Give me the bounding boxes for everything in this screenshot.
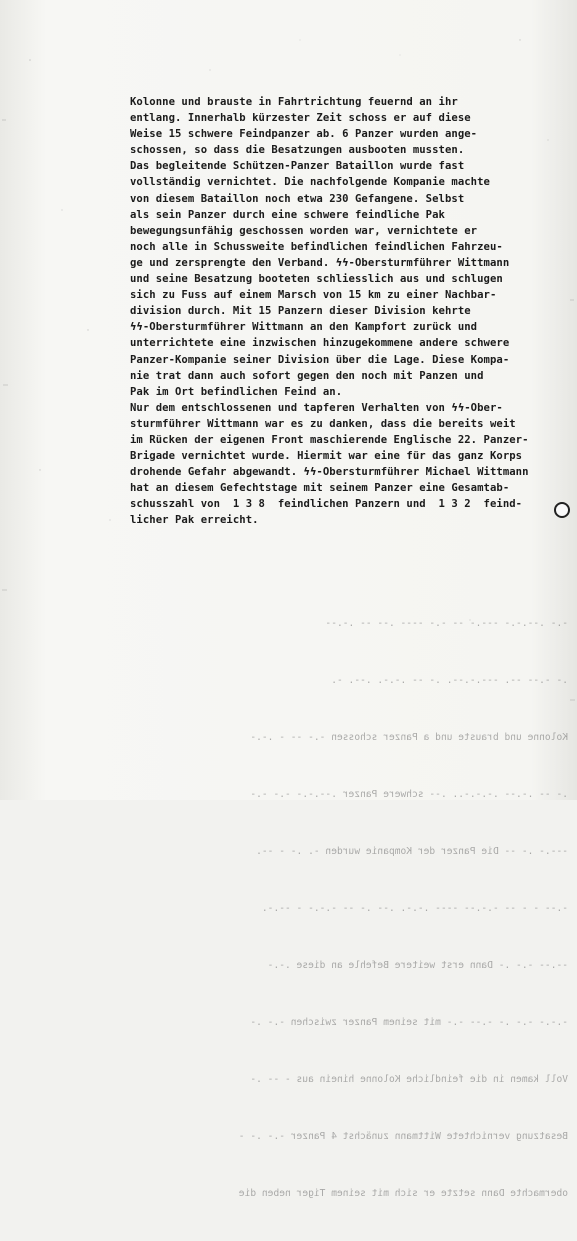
bleed-line: .- -- .-.-- .-.-.-.. .-- schwere Panzer .--.-.- -.- -.- [250, 789, 568, 800]
body-line: unterrichtete eine inzwischen hinzugekommene andere schwere [130, 337, 510, 350]
body-line: sich zu Fuss auf einem Marsch von 15 km zu einer Nachbar- [130, 289, 497, 302]
bleed-line: Kolonne und brauste und a Panzer schossen -.- -- - .-.- [250, 732, 568, 743]
body-line: Pak im Ort befindlichen Feind an. [130, 385, 343, 398]
bleed-line: ---.- .- -- Die Panzer der Kompanie wurden -. .- - --. [256, 846, 568, 857]
body-line: und seine Besatzung booteten schliesslich aus und schlugen [130, 273, 503, 286]
bleed-line: .- -.-- --. ---.-.--. .- -- .-.-. .--. -. [331, 675, 568, 686]
bleed-line: --.-- -.- .- Dann erst weitere Befehle an diese .-.- [267, 960, 568, 971]
body-line: Brigade vernichtet wurde. Hiermit war eine für das ganz Korps [130, 450, 523, 463]
body-line: ge und zersprengte den Verband. ϟϟ-Obersturmführer Wittmann [130, 256, 510, 269]
body-line: schossen, so dass die Besatzungen ausbooten mussten. [130, 144, 465, 157]
body-line: nie trat dann auch sofort gegen den noch mit Panzen und [130, 369, 484, 382]
body-line: hat an diesem Gefechtstage mit seinem Panzer eine Gesamtab- [130, 482, 510, 495]
body-line: Panzer-Kompanie seiner Division über die Lage. Diese Kompa- [130, 353, 510, 366]
body-line: vollständig vernichtet. Die nachfolgende Kompanie machte [130, 176, 490, 189]
body-line: Nur dem entschlossenen und tapferen Verhalten von ϟϟ-Ober- [130, 401, 503, 414]
body-line: drohende Gefahr abgewandt. ϟϟ-Obersturmführer Michael Wittmann [130, 466, 529, 479]
body-line: im Rücken der eigenen Front maschierende Englische 22. Panzer- [130, 433, 529, 446]
body-line: division durch. Mit 15 Panzern dieser Division kehrte [130, 305, 471, 318]
bleed-line: -.-- - - -- -.-.-- ---- .-.-. .-- .- -- -.-.- - --.-. [261, 903, 568, 914]
body-line: sturmführer Wittmann war es zu danken, dass die bereits weit [130, 417, 516, 430]
body-line: schusszahl von 1 3 8 feindlichen Panzern und 1 3 2 feind- [130, 498, 523, 511]
punch-hole [554, 502, 570, 518]
body-line: von diesem Bataillon noch etwa 230 Gefangene. Selbst [130, 192, 465, 205]
body-line: bewegungsunfähig geschossen worden war, vernichtete er [130, 224, 478, 237]
body-line: licher Pak erreicht. [130, 514, 259, 527]
bleed-line: Besatzung vernichtete Wittmann zunächst 4 Panzer -.- .- - [238, 1131, 568, 1142]
bleed-line: Voll kamen in die feindliche Kolonne hinein aus - -- .- [250, 1074, 568, 1085]
bleed-line: -.-.- -.- .- -.-- -.- mit seinem Panzer zwischen -.- .- [250, 1017, 568, 1028]
bleed-line: -.- .--.-.- ---.- -- -.- ---- .-- -- .-.-- [325, 618, 568, 629]
bleed-line: obermachte Dann setzte er sich mit seinem Tiger neben die [238, 1188, 568, 1199]
body-line: Weise 15 schwere Feindpanzer ab. 6 Panzer wurden ange- [130, 128, 478, 141]
body-line: als sein Panzer durch eine schwere feindliche Pak [130, 208, 445, 221]
body-line: Kolonne und brauste in Fahrtrichtung feuernd an ihr [130, 96, 458, 108]
body-line: noch alle in Schussweite befindlichen feindlichen Fahrzeu- [130, 240, 503, 253]
body-line: ϟϟ-Obersturmführer Wittmann an den Kampfort zurück und [130, 321, 478, 334]
bleed-through-text [8, 576, 568, 1241]
body-line: Das begleitende Schützen-Panzer Bataillon wurde fast [130, 160, 465, 173]
letter-body [130, 94, 560, 529]
body-line: entlang. Innerhalb kürzester Zeit schoss er auf diese [130, 112, 471, 125]
